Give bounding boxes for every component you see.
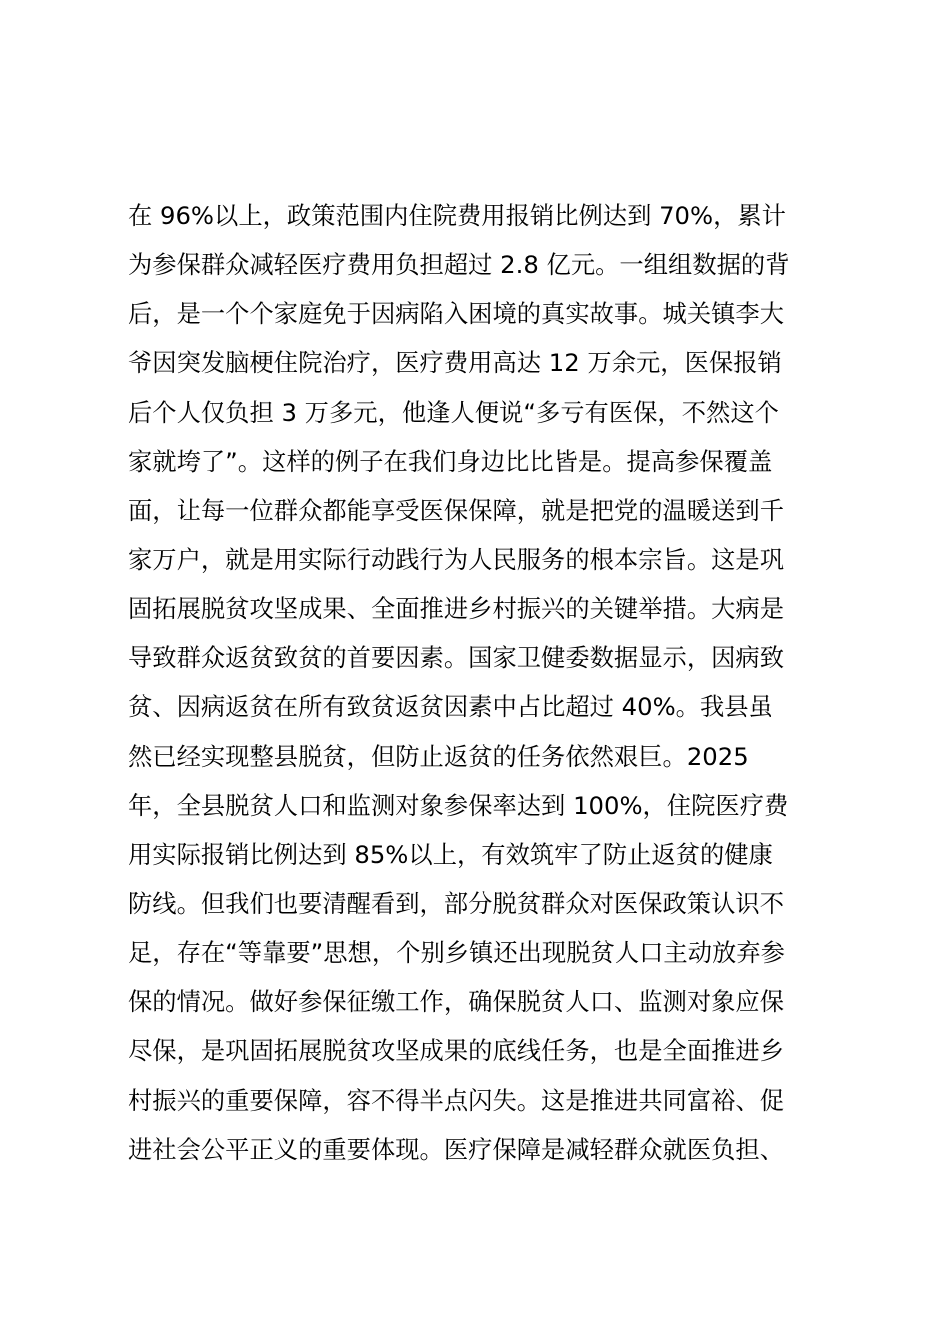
body-paragraph bbox=[128, 191, 828, 1174]
text-line: 保的情况。做好参保征缴工作，确保脱贫人口、监测对象应保 bbox=[128, 987, 785, 1017]
text-line: 爷因突发脑梗住院治疗，医疗费用高达 12 万余元，医保报销 bbox=[128, 348, 782, 378]
text-line: 进社会公平正义的重要体现。医疗保障是减轻群众就医负担、 bbox=[128, 1134, 785, 1164]
text-line: 导致群众返贫致贫的首要因素。国家卫健委数据显示，因病致 bbox=[128, 643, 785, 673]
text-line: 在 96%以上，政策范围内住院费用报销比例达到 70%，累计 bbox=[128, 201, 786, 230]
text-line: 为参保群众减轻医疗费用负担超过 2.8 亿元。一组组数据的背 bbox=[128, 250, 790, 280]
text-line: 尽保，是巩固拓展脱贫攻坚成果的底线任务，也是全面推进乡 bbox=[128, 1036, 785, 1066]
text-line: 后个人仅负担 3 万多元，他逢人便说“多亏有医保，不然这个 bbox=[128, 397, 779, 427]
text-line: 年，全县脱贫人口和监测对象参保率达到 100%，住院医疗费 bbox=[128, 790, 789, 820]
text-line: 面，让每一位群众都能享受医保保障，就是把党的温暖送到千 bbox=[128, 495, 785, 525]
text-line: 然已经实现整县脱贫，但防止返贫的任务依然艰巨。2025 bbox=[128, 741, 749, 771]
text-line: 足，存在“等靠要”思想，个别乡镇还出现脱贫人口主动放弃参 bbox=[128, 938, 785, 968]
text-line: 用实际报销比例达到 85%以上，有效筑牢了防止返贫的健康 bbox=[128, 839, 773, 869]
text-line: 家就垮了”。这样的例子在我们身边比比皆是。提高参保覆盖 bbox=[128, 446, 773, 476]
text-line: 固拓展脱贫攻坚成果、全面推进乡村振兴的关键举措。大病是 bbox=[128, 594, 785, 624]
text-line: 后，是一个个家庭免于因病陷入困境的真实故事。城关镇李大 bbox=[128, 299, 785, 329]
text-line: 村振兴的重要保障，容不得半点闪失。这是推进共同富裕、促 bbox=[128, 1085, 785, 1115]
text-line: 贫、因病返贫在所有致贫返贫因素中占比超过 40%。我县虽 bbox=[128, 692, 773, 722]
text-line: 家万户，就是用实际行动践行为人民服务的根本宗旨。这是巩 bbox=[128, 544, 785, 574]
text-line: 防线。但我们也要清醒看到，部分脱贫群众对医保政策认识不 bbox=[128, 888, 785, 918]
